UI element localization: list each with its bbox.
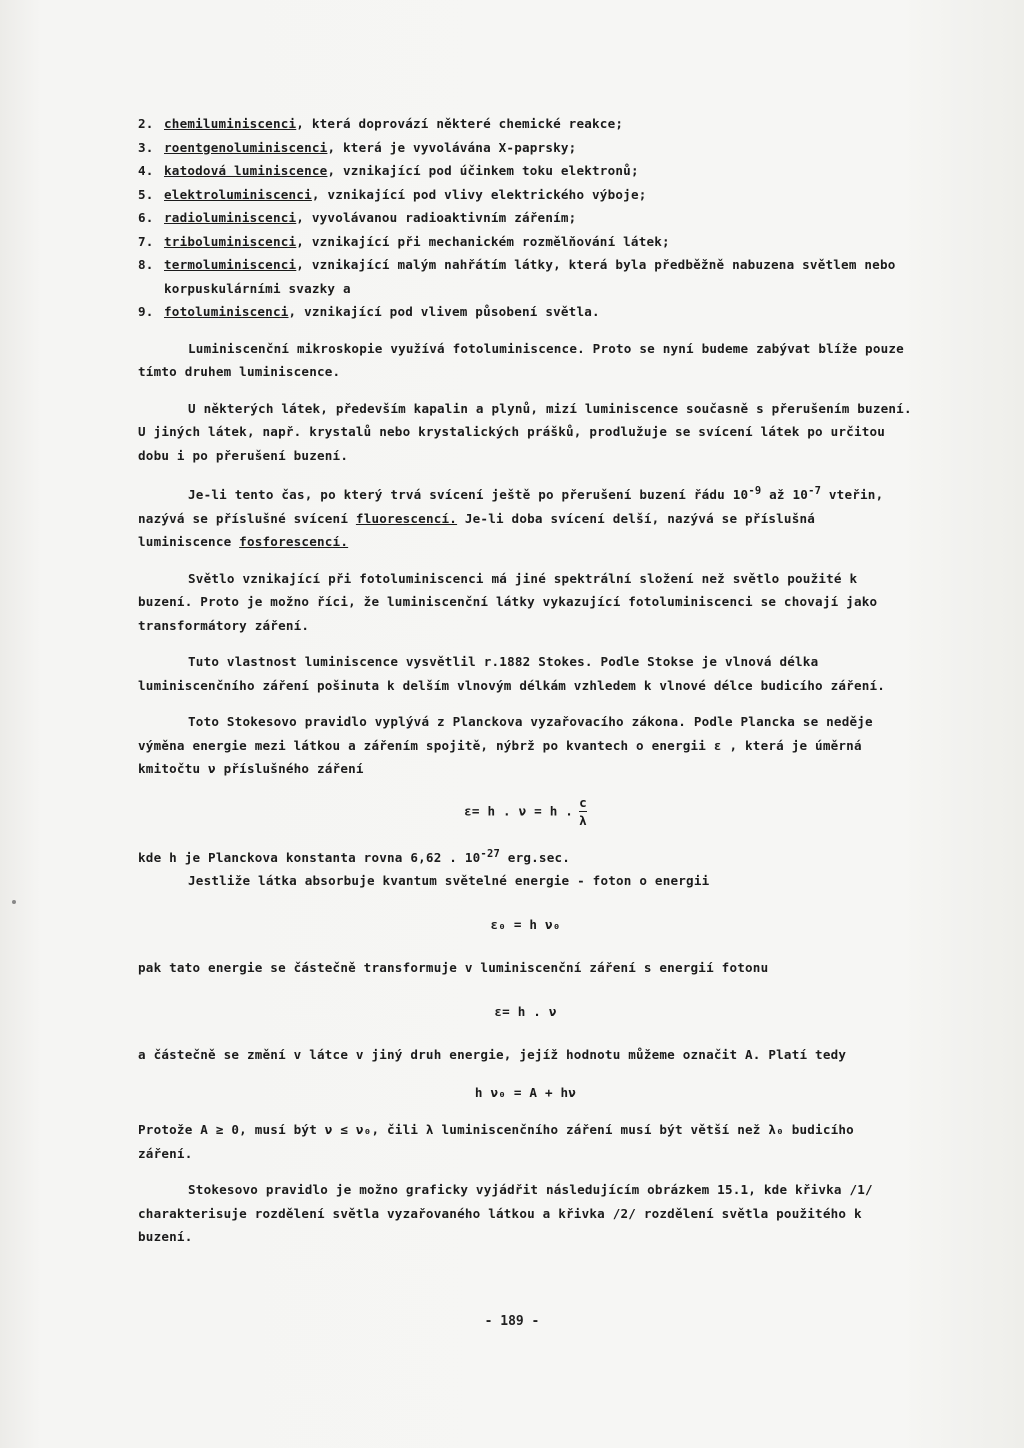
list-item: 5. elektroluminiscenci, vznikající pod vlivy elektrického výboje; [138, 186, 647, 202]
list-item: 2. chemiluminiscenci, která doprovází některé chemické reakce; [138, 116, 624, 131]
scan-speck [12, 900, 16, 904]
paragraph: Stokesovo pravidlo je možno graficky vyjádřit následujícím obrázkem 15.1, kde křivka /1/ charakterisuje rozdělení světla vyzařovaného látkou a křivka /2/ rozdělení světla použitého k buzení. [138, 1182, 873, 1245]
paragraph: pak tato energie se částečně transformuje v luminiscenční záření s energií fotonu [138, 960, 769, 976]
page-number: - 189 - [484, 1314, 540, 1329]
term: chemiluminiscenci [164, 116, 297, 131]
paragraph: Toto Stokesovo pravidlo vyplývá z Planckova vyzařovacího zákona. Podle Plancka se neděje výměna energie mezi látkou a zářením spojitě, nýbrž po kvantech o energii ε , která je úměrná kmitočtu ν příslušného záření [138, 714, 873, 777]
paragraph: Jestliže látka absorbuje kvantum světelné energie - foton o energii [188, 873, 710, 889]
term: radioluminiscenci [164, 210, 297, 225]
list-item: 8. termoluminiscenci, vznikající malým nahřátím látky, která byla předběžně nabuzena světlem nebo korpuskulárními svazky a [138, 257, 896, 296]
list-item: 4. katodová luminiscence, vznikající pod účinkem toku elektronů; [138, 163, 639, 178]
list-item: 3. roentgenoluminiscenci, která je vyvolávána X-paprsky; [138, 139, 577, 155]
list-item: 9. fotoluminiscenci, vznikající pod vlivem působení světla. [138, 304, 600, 319]
paragraph: kde h je Planckova konstanta rovna 6,62 . $10^{-27}$ erg.sec. [138, 847, 571, 865]
term: elektroluminiscenci [164, 186, 312, 202]
paragraph: Luminiscenční mikroskopie využívá fotoluminiscence. Proto se nyní budeme zabývat blíže pouze tímto druhem luminiscence. [138, 340, 904, 379]
paragraph: a částečně se změní v látce v jiný druh energie, jejíž hodnotu můžeme označit A. Platí tedy [138, 1047, 847, 1063]
equation-balance: h ν₀ = A + hν [474, 1084, 577, 1100]
paragraph: U některých látek, především kapalin a plynů, mizí luminiscence současně s přerušením buzení. U jiných látek, např. krystalů nebo krystalických prášků, prodlužuje se svícení látek po určitou dobu i po přerušení buzení. [138, 400, 912, 463]
term: termoluminiscenci [164, 257, 297, 272]
list-item: 6. radioluminiscenci, vyvolávanou radioaktivním zářením; [138, 210, 577, 225]
term: fluorescencí. [355, 510, 458, 526]
equation-photon-energy: ε₀ = h ν₀ [490, 916, 561, 932]
document-body [138, 112, 913, 1249]
equation-emitted-energy: ε= h . ν [494, 1003, 557, 1019]
paragraph: Je-li tento čas, po který trvá svícení ještě po přerušení buzení řádu $10^{-9}$ až $10^{-7}$ vteřin, nazývá se příslušné svícení fluorescencí. Je-li doba svícení delší, nazývá se příslušná luminiscence fosforescencí. [138, 485, 884, 550]
term: roentgenoluminiscenci [164, 139, 328, 155]
paragraph: Tuto vlastnost luminiscence vysvětlil r.1882 Stokes. Podle Stokse je vlnová délka luminiscenčního záření pošinuta k delším vlnovým délkám vzhledem k vlnové délce budicího záření. [138, 654, 886, 693]
paragraph: Protože A ≥ 0, musí být ν ≤ ν₀, čili λ luminiscenčního záření musí být větší než λ₀ budicího záření. [138, 1122, 854, 1161]
term: triboluminiscenci [164, 233, 297, 249]
term: katodová luminiscence [164, 163, 328, 178]
luminiscence-type-list [138, 112, 913, 324]
equation-planck: ε= h . ν = h . $\frac{c}{\lambda}$ [464, 794, 587, 828]
list-item: 7. triboluminiscenci, vznikající při mechanickém rozmělňování látek; [138, 233, 670, 249]
term: fosforescencí. [239, 534, 349, 550]
paragraph: Světlo vznikající při fotoluminiscenci má jiné spektrální složení než světlo použité k buzení. Proto je možno říci, že luminiscenční látky vykazující fotoluminiscenci se chovají jako transformátory záření. [138, 570, 878, 633]
term: fotoluminiscenci [164, 304, 289, 319]
